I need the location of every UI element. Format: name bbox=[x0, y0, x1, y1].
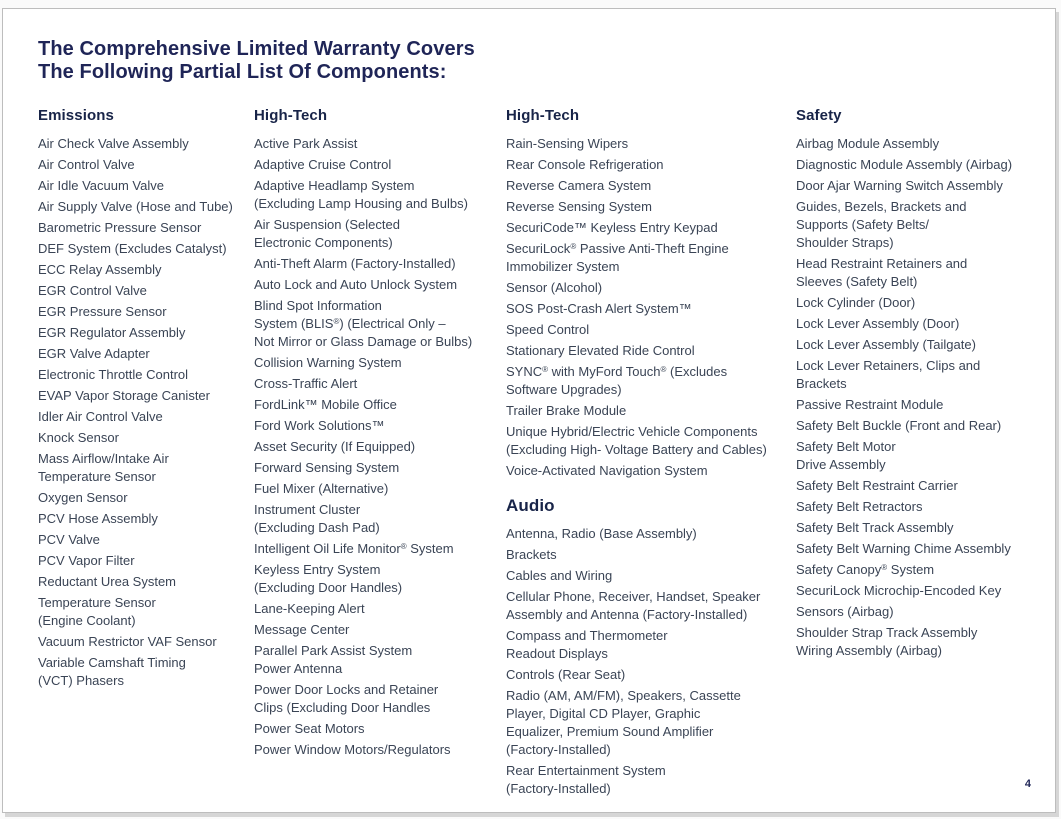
list-item-line: (Excluding High- Voltage Battery and Cables) bbox=[506, 442, 767, 457]
list-item-line: Passive Restraint Module bbox=[796, 397, 944, 412]
list-item bbox=[796, 582, 1051, 600]
list-item-line: Keyless Entry System bbox=[254, 562, 381, 577]
list-item-line: Speed Control bbox=[506, 322, 590, 337]
list-item bbox=[796, 603, 1051, 621]
registered-symbol: ® bbox=[881, 563, 888, 572]
list-item bbox=[38, 450, 248, 486]
list-item bbox=[254, 177, 502, 213]
list-item-line: Power Seat Motors bbox=[254, 721, 365, 736]
list-item bbox=[796, 624, 1051, 660]
list-item-line: Asset Security (If Equipped) bbox=[254, 439, 416, 454]
list-item bbox=[796, 198, 1051, 252]
registered-symbol: ® bbox=[333, 317, 340, 326]
list-item-line: Blind Spot Information bbox=[254, 298, 382, 313]
section-audio bbox=[506, 496, 792, 798]
list-item-line: Air Check Valve Assembly bbox=[38, 136, 189, 151]
list-item bbox=[254, 255, 502, 273]
list-item bbox=[796, 417, 1051, 435]
list-item-line: SYNC® with MyFord Touch® (Excludes bbox=[506, 364, 728, 379]
list-item bbox=[254, 600, 502, 618]
list-item bbox=[38, 654, 248, 690]
page-title bbox=[38, 38, 475, 84]
list-item bbox=[796, 294, 1051, 312]
list-item bbox=[38, 303, 248, 321]
column-hightech-2-audio bbox=[506, 106, 792, 801]
list-item-line: Vacuum Restrictor VAF Sensor bbox=[38, 634, 217, 649]
list-item-line: Reverse Sensing System bbox=[506, 199, 652, 214]
list-item-line: Trailer Brake Module bbox=[506, 403, 627, 418]
list-item bbox=[506, 363, 792, 399]
list-item-line: Lock Cylinder (Door) bbox=[796, 295, 916, 310]
list-item-line: Electronic Components) bbox=[254, 235, 393, 250]
list-item-line: Supports (Safety Belts/ bbox=[796, 217, 929, 232]
list-item bbox=[796, 396, 1051, 414]
list-item bbox=[506, 135, 792, 153]
list-item-line: Cables and Wiring bbox=[506, 568, 613, 583]
list-item bbox=[796, 177, 1051, 195]
list-item bbox=[254, 375, 502, 393]
list-item-line: SecuriLock Microchip-Encoded Key bbox=[796, 583, 1002, 598]
list-item-line: Reductant Urea System bbox=[38, 574, 177, 589]
list-item-line: Airbag Module Assembly bbox=[796, 136, 940, 151]
list-item-line: Temperature Sensor bbox=[38, 469, 156, 484]
list-item bbox=[38, 429, 248, 447]
list-item bbox=[38, 573, 248, 591]
list-item-line: Voice-Activated Navigation System bbox=[506, 463, 708, 478]
list-item-line: Intelligent Oil Life Monitor® System bbox=[254, 541, 454, 556]
list-item bbox=[254, 741, 502, 759]
list-item-line: Cellular Phone, Receiver, Handset, Speaker bbox=[506, 589, 761, 604]
list-item-line: Safety Belt Track Assembly bbox=[796, 520, 954, 535]
list-item-line: EVAP Vapor Storage Canister bbox=[38, 388, 210, 403]
section-heading: High-Tech bbox=[506, 107, 580, 124]
list-item-line: Air Control Valve bbox=[38, 157, 135, 172]
list-item-line: Ford Work Solutions™ bbox=[254, 418, 385, 433]
list-item bbox=[254, 354, 502, 372]
list-item bbox=[506, 627, 792, 663]
list-item-line: SOS Post-Crash Alert System™ bbox=[506, 301, 692, 316]
list-item bbox=[796, 255, 1051, 291]
list-item-line: Rear Entertainment System bbox=[506, 763, 666, 778]
list-item bbox=[796, 519, 1051, 537]
list-item-line: Knock Sensor bbox=[38, 430, 119, 445]
list-item-line: Unique Hybrid/Electric Vehicle Components bbox=[506, 424, 758, 439]
list-item-line: Power Window Motors/Regulators bbox=[254, 742, 451, 757]
list-item-line: Active Park Assist bbox=[254, 136, 358, 151]
list-item bbox=[254, 156, 502, 174]
list-item-line: Idler Air Control Valve bbox=[38, 409, 163, 424]
list-item-line: Wiring Assembly (Airbag) bbox=[796, 643, 942, 658]
list-item-line: Safety Belt Retractors bbox=[796, 499, 923, 514]
list-item-line: Lock Lever Assembly (Tailgate) bbox=[796, 337, 976, 352]
list-item bbox=[254, 561, 502, 597]
list-item-line: Brackets bbox=[506, 547, 557, 562]
section-heading: Emissions bbox=[38, 107, 114, 124]
list-item-line: Adaptive Headlamp System bbox=[254, 178, 415, 193]
list-item-line: Oxygen Sensor bbox=[38, 490, 128, 505]
list-item bbox=[254, 276, 502, 294]
list-item-line: Lane-Keeping Alert bbox=[254, 601, 365, 616]
registered-symbol: ® bbox=[660, 365, 667, 374]
list-item bbox=[38, 510, 248, 528]
list-item-line: Power Antenna bbox=[254, 661, 343, 676]
list-item-line: Collision Warning System bbox=[254, 355, 402, 370]
list-item-line: EGR Regulator Assembly bbox=[38, 325, 186, 340]
list-item-line: Safety Belt Restraint Carrier bbox=[796, 478, 958, 493]
list-item-line: Lock Lever Retainers, Clips and bbox=[796, 358, 981, 373]
list-item bbox=[254, 540, 502, 558]
list-item bbox=[796, 336, 1051, 354]
list-item bbox=[254, 720, 502, 738]
list-item bbox=[254, 438, 502, 456]
list-item-line: Air Supply Valve (Hose and Tube) bbox=[38, 199, 233, 214]
list-item-line: Software Upgrades) bbox=[506, 382, 622, 397]
list-item-line: Stationary Elevated Ride Control bbox=[506, 343, 695, 358]
list-item-line: PCV Vapor Filter bbox=[38, 553, 135, 568]
list-item-line: SecuriLock® Passive Anti-Theft Engine bbox=[506, 241, 729, 256]
list-item bbox=[796, 540, 1051, 558]
column-hightech-1 bbox=[254, 106, 502, 762]
list-item-line: Electronic Throttle Control bbox=[38, 367, 189, 382]
list-item-line: Assembly and Antenna (Factory-Installed) bbox=[506, 607, 748, 622]
list-item-line: (Excluding Door Handles) bbox=[254, 580, 403, 595]
column-emissions bbox=[38, 106, 248, 693]
list-item-line: Message Center bbox=[254, 622, 350, 637]
list-item-line: Power Door Locks and Retainer bbox=[254, 682, 439, 697]
list-item-line: Door Ajar Warning Switch Assembly bbox=[796, 178, 1003, 193]
list-item bbox=[796, 156, 1051, 174]
list-item-line: Drive Assembly bbox=[796, 457, 886, 472]
list-item-line: (Engine Coolant) bbox=[38, 613, 136, 628]
registered-symbol: ® bbox=[570, 242, 577, 251]
list-item bbox=[506, 402, 792, 420]
list-item-line: Radio (AM, AM/FM), Speakers, Cassette bbox=[506, 688, 741, 703]
list-item-line: ECC Relay Assembly bbox=[38, 262, 162, 277]
list-item-line: Parallel Park Assist System bbox=[254, 643, 413, 658]
list-item bbox=[38, 408, 248, 426]
list-item bbox=[796, 135, 1051, 153]
list-item bbox=[38, 324, 248, 342]
list-item bbox=[38, 219, 248, 237]
list-item-line: Instrument Cluster bbox=[254, 502, 361, 517]
list-item bbox=[506, 423, 792, 459]
list-item-line: PCV Hose Assembly bbox=[38, 511, 158, 526]
registered-symbol: ® bbox=[542, 365, 549, 374]
list-item-line: Clips (Excluding Door Handles bbox=[254, 700, 431, 715]
list-item-line: PCV Valve bbox=[38, 532, 100, 547]
list-item-line: Immobilizer System bbox=[506, 259, 620, 274]
list-item-line: Rain-Sensing Wipers bbox=[506, 136, 629, 151]
list-item-line: EGR Pressure Sensor bbox=[38, 304, 167, 319]
list-item-line: (VCT) Phasers bbox=[38, 673, 124, 688]
list-item bbox=[254, 501, 502, 537]
list-item bbox=[38, 489, 248, 507]
list-item bbox=[796, 315, 1051, 333]
list-item-line: (Excluding Dash Pad) bbox=[254, 520, 380, 535]
list-item-line: Forward Sensing System bbox=[254, 460, 400, 475]
list-item bbox=[796, 357, 1051, 393]
list-item-line: Air Idle Vacuum Valve bbox=[38, 178, 164, 193]
list-item-line: Head Restraint Retainers and bbox=[796, 256, 968, 271]
page-title-line-1: The Comprehensive Limited Warranty Covers bbox=[38, 38, 475, 60]
list-item bbox=[506, 321, 792, 339]
list-item bbox=[38, 156, 248, 174]
list-item-line: Diagnostic Module Assembly (Airbag) bbox=[796, 157, 1013, 172]
section-safety bbox=[796, 106, 1051, 660]
list-item bbox=[506, 462, 792, 480]
list-item-line: Barometric Pressure Sensor bbox=[38, 220, 202, 235]
warranty-page bbox=[2, 8, 1056, 813]
registered-symbol: ® bbox=[400, 542, 407, 551]
list-item-line: Compass and Thermometer bbox=[506, 628, 668, 643]
list-item-line: DEF System (Excludes Catalyst) bbox=[38, 241, 227, 256]
list-item bbox=[796, 561, 1051, 579]
list-item bbox=[38, 387, 248, 405]
list-item-line: Safety Belt Motor bbox=[796, 439, 896, 454]
section-heading: Safety bbox=[796, 107, 842, 124]
list-item-line: Safety Belt Buckle (Front and Rear) bbox=[796, 418, 1002, 433]
list-item bbox=[796, 438, 1051, 474]
list-item bbox=[796, 477, 1051, 495]
list-item-line: SecuriCode™ Keyless Entry Keypad bbox=[506, 220, 718, 235]
list-item bbox=[506, 666, 792, 684]
list-item-line: Safety Belt Warning Chime Assembly bbox=[796, 541, 1011, 556]
list-item bbox=[38, 345, 248, 363]
list-item bbox=[38, 135, 248, 153]
list-item bbox=[506, 567, 792, 585]
list-item bbox=[38, 261, 248, 279]
list-item bbox=[254, 297, 502, 351]
list-item bbox=[254, 621, 502, 639]
list-item bbox=[38, 594, 248, 630]
list-item-line: Antenna, Radio (Base Assembly) bbox=[506, 526, 697, 541]
list-item bbox=[254, 459, 502, 477]
list-item-line: (Factory-Installed) bbox=[506, 781, 611, 796]
list-item-line: (Excluding Lamp Housing and Bulbs) bbox=[254, 196, 468, 211]
list-item-line: Shoulder Strap Track Assembly bbox=[796, 625, 978, 640]
list-item bbox=[254, 480, 502, 498]
list-item bbox=[254, 216, 502, 252]
list-item bbox=[506, 588, 792, 624]
list-item-line: Auto Lock and Auto Unlock System bbox=[254, 277, 458, 292]
list-item bbox=[506, 687, 792, 759]
section-emissions bbox=[38, 106, 248, 690]
list-item-line: Lock Lever Assembly (Door) bbox=[796, 316, 960, 331]
list-item bbox=[506, 198, 792, 216]
list-item bbox=[254, 135, 502, 153]
section-heading: High-Tech bbox=[254, 107, 328, 124]
list-item-line: Temperature Sensor bbox=[38, 595, 156, 610]
section-heading: Audio bbox=[506, 496, 555, 515]
list-item-line: Sensor (Alcohol) bbox=[506, 280, 603, 295]
list-item-line: Adaptive Cruise Control bbox=[254, 157, 392, 172]
list-item-line: Air Suspension (Selected bbox=[254, 217, 400, 232]
list-item bbox=[38, 366, 248, 384]
list-item bbox=[506, 279, 792, 297]
list-item bbox=[38, 633, 248, 651]
list-item-line: Brackets bbox=[796, 376, 847, 391]
list-item-line: Player, Digital CD Player, Graphic bbox=[506, 706, 701, 721]
list-item-line: Mass Airflow/Intake Air bbox=[38, 451, 169, 466]
list-item bbox=[506, 762, 792, 798]
list-item-line: FordLink™ Mobile Office bbox=[254, 397, 397, 412]
page-title-line-2: The Following Partial List Of Components: bbox=[38, 61, 447, 83]
list-item bbox=[254, 396, 502, 414]
list-item-line: Sensors (Airbag) bbox=[796, 604, 894, 619]
list-item-line: Sleeves (Safety Belt) bbox=[796, 274, 918, 289]
list-item-line: (Factory-Installed) bbox=[506, 742, 611, 757]
list-item-line: Shoulder Straps) bbox=[796, 235, 894, 250]
list-item bbox=[506, 525, 792, 543]
page-number: 4 bbox=[1024, 778, 1031, 790]
list-item bbox=[506, 219, 792, 237]
list-item bbox=[254, 681, 502, 717]
list-item bbox=[506, 546, 792, 564]
list-item bbox=[506, 300, 792, 318]
list-item bbox=[506, 342, 792, 360]
list-item bbox=[506, 240, 792, 276]
list-item bbox=[38, 531, 248, 549]
list-item-line: Guides, Bezels, Brackets and bbox=[796, 199, 967, 214]
section-high-tech bbox=[254, 106, 502, 759]
list-item-line: Safety Canopy® System bbox=[796, 562, 935, 577]
list-item-line: Controls (Rear Seat) bbox=[506, 667, 626, 682]
list-item-line: Rear Console Refrigeration bbox=[506, 157, 664, 172]
list-item bbox=[38, 177, 248, 195]
list-item-line: Reverse Camera System bbox=[506, 178, 652, 193]
list-item bbox=[254, 642, 502, 678]
list-item bbox=[796, 498, 1051, 516]
list-item-line: Cross-Traffic Alert bbox=[254, 376, 358, 391]
list-item bbox=[38, 282, 248, 300]
list-item bbox=[38, 240, 248, 258]
list-item-line: Readout Displays bbox=[506, 646, 608, 661]
list-item-line: Anti-Theft Alarm (Factory-Installed) bbox=[254, 256, 456, 271]
list-item bbox=[38, 552, 248, 570]
section-high-tech bbox=[506, 106, 792, 480]
list-item-line: EGR Control Valve bbox=[38, 283, 147, 298]
list-item bbox=[38, 198, 248, 216]
list-item-line: Equalizer, Premium Sound Amplifier bbox=[506, 724, 714, 739]
list-item bbox=[506, 177, 792, 195]
list-item-line: EGR Valve Adapter bbox=[38, 346, 150, 361]
list-item-line: Fuel Mixer (Alternative) bbox=[254, 481, 389, 496]
list-item bbox=[254, 417, 502, 435]
list-item-line: Variable Camshaft Timing bbox=[38, 655, 186, 670]
list-item-line: Not Mirror or Glass Damage or Bulbs) bbox=[254, 334, 473, 349]
list-item-line: System (BLIS®) (Electrical Only – bbox=[254, 316, 446, 331]
column-safety bbox=[796, 106, 1051, 663]
list-item bbox=[506, 156, 792, 174]
